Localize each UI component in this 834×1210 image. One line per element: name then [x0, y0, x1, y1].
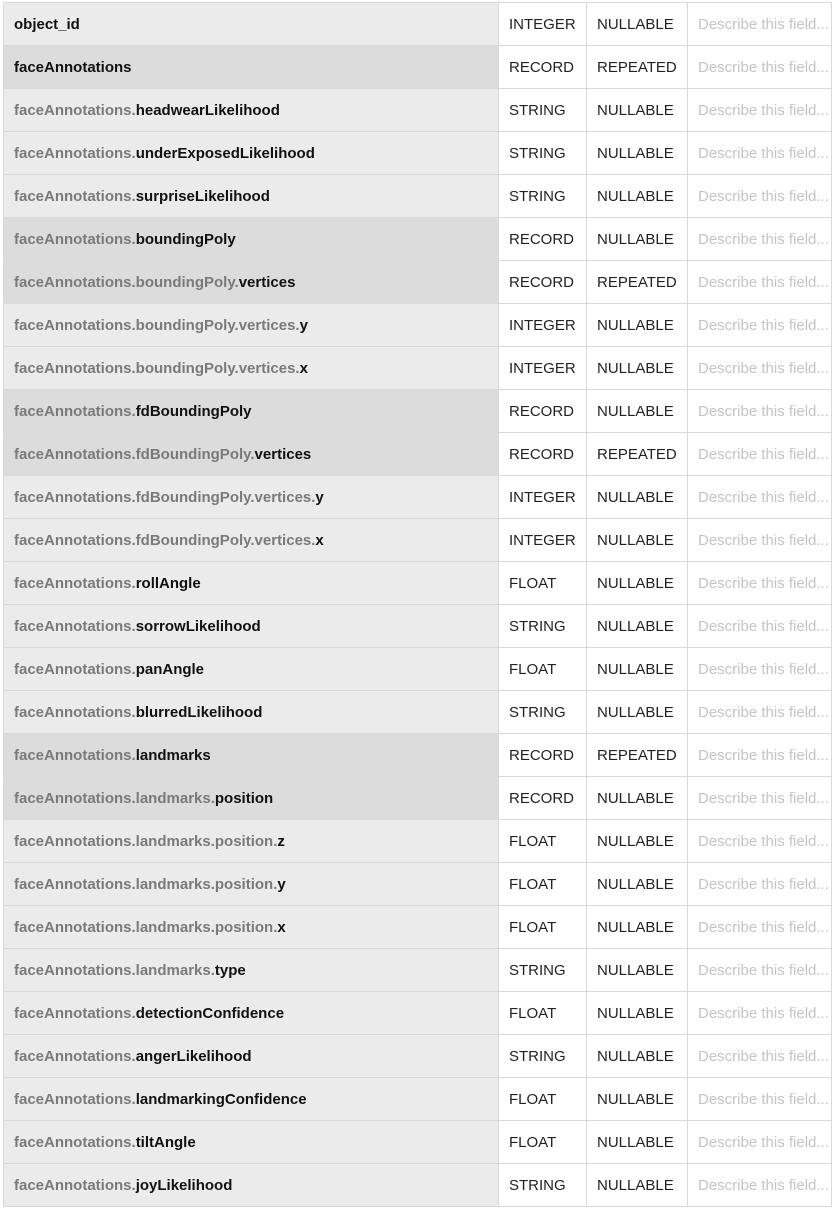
field-name-prefix: faceAnnotations.fdBoundingPoly.vertices.	[14, 488, 316, 506]
field-name-cell	[4, 261, 499, 304]
field-description-cell	[688, 218, 832, 261]
field-mode: NULLABLE	[587, 304, 688, 347]
field-name-cell	[4, 390, 499, 433]
schema-row	[4, 734, 832, 777]
field-description-input[interactable]	[698, 446, 832, 463]
field-mode: NULLABLE	[587, 347, 688, 390]
field-mode: NULLABLE	[587, 691, 688, 734]
field-name: faceAnnotations	[14, 58, 132, 76]
schema-row	[4, 519, 832, 562]
field-description-input[interactable]	[698, 962, 832, 979]
field-name: landmarkingConfidence	[135, 1090, 307, 1108]
field-mode: NULLABLE	[587, 476, 688, 519]
field-mode: NULLABLE	[587, 519, 688, 562]
field-name-prefix: faceAnnotations.	[14, 703, 136, 721]
schema-row	[4, 648, 832, 691]
field-description-input[interactable]	[698, 16, 832, 33]
field-mode: NULLABLE	[587, 906, 688, 949]
field-mode: NULLABLE	[587, 949, 688, 992]
field-mode: NULLABLE	[587, 820, 688, 863]
field-name-prefix: faceAnnotations.fdBoundingPoly.vertices.	[14, 531, 316, 549]
field-name-cell	[4, 1035, 499, 1078]
field-name: y	[299, 316, 308, 334]
field-description-cell	[688, 1164, 832, 1207]
field-description-cell	[688, 949, 832, 992]
field-name: object_id	[14, 15, 80, 33]
field-type: RECORD	[499, 433, 587, 476]
field-name-cell	[4, 347, 499, 390]
field-name: landmarks	[135, 746, 211, 764]
field-description-cell	[688, 1121, 832, 1164]
field-description-cell	[688, 906, 832, 949]
field-type: INTEGER	[499, 476, 587, 519]
field-type: STRING	[499, 605, 587, 648]
field-name-prefix: faceAnnotations.landmarks.position.	[14, 832, 278, 850]
field-type: RECORD	[499, 261, 587, 304]
field-description-input[interactable]	[698, 532, 832, 549]
field-name-prefix: faceAnnotations.	[14, 617, 136, 635]
field-name: blurredLikelihood	[135, 703, 263, 721]
field-name-cell	[4, 218, 499, 261]
field-name-prefix: faceAnnotations.	[14, 1090, 136, 1108]
field-description-input[interactable]	[698, 876, 832, 893]
schema-row	[4, 1078, 832, 1121]
field-name: x	[277, 918, 286, 936]
field-name-cell	[4, 304, 499, 347]
field-type: STRING	[499, 175, 587, 218]
field-name-prefix: faceAnnotations.	[14, 187, 136, 205]
field-description-cell	[688, 1078, 832, 1121]
field-description-cell	[688, 605, 832, 648]
field-mode: NULLABLE	[587, 1164, 688, 1207]
field-mode: NULLABLE	[587, 132, 688, 175]
field-name-cell	[4, 1078, 499, 1121]
field-description-input[interactable]	[698, 59, 832, 76]
field-type: FLOAT	[499, 906, 587, 949]
schema-row	[4, 1164, 832, 1207]
schema-row	[4, 304, 832, 347]
field-name: fdBoundingPoly	[135, 402, 252, 420]
field-name-prefix: faceAnnotations.	[14, 1176, 136, 1194]
field-mode: NULLABLE	[587, 777, 688, 820]
schema-row	[4, 691, 832, 734]
schema-body	[4, 3, 832, 1207]
field-mode: NULLABLE	[587, 218, 688, 261]
schema-row	[4, 433, 832, 476]
field-description-cell	[688, 562, 832, 605]
field-type: STRING	[499, 691, 587, 734]
schema-row	[4, 390, 832, 433]
field-name-cell	[4, 562, 499, 605]
field-description-cell	[688, 476, 832, 519]
field-description-cell	[688, 777, 832, 820]
schema-row	[4, 218, 832, 261]
field-name-prefix: faceAnnotations.landmarks.	[14, 961, 215, 979]
field-description-cell	[688, 46, 832, 89]
schema-row	[4, 175, 832, 218]
field-type: STRING	[499, 1164, 587, 1207]
field-type: FLOAT	[499, 992, 587, 1035]
schema-row	[4, 3, 832, 46]
field-description-cell	[688, 734, 832, 777]
field-name: position	[214, 789, 274, 807]
field-type: FLOAT	[499, 562, 587, 605]
field-type: FLOAT	[499, 1121, 587, 1164]
schema-row	[4, 46, 832, 89]
field-mode: NULLABLE	[587, 562, 688, 605]
field-description-cell	[688, 519, 832, 562]
field-name-prefix: faceAnnotations.	[14, 101, 136, 119]
field-mode: NULLABLE	[587, 605, 688, 648]
field-type: RECORD	[499, 390, 587, 433]
field-name-cell	[4, 777, 499, 820]
field-description-input[interactable]	[698, 1134, 832, 1151]
field-name-prefix: faceAnnotations.	[14, 230, 136, 248]
field-mode: NULLABLE	[587, 1035, 688, 1078]
field-description-input[interactable]	[698, 1048, 832, 1065]
field-type: FLOAT	[499, 648, 587, 691]
field-name-cell	[4, 519, 499, 562]
field-name: x	[315, 531, 324, 549]
field-type: FLOAT	[499, 863, 587, 906]
field-description-input[interactable]	[698, 1005, 832, 1022]
schema-row	[4, 562, 832, 605]
field-name: underExposedLikelihood	[135, 144, 315, 162]
schema-row	[4, 89, 832, 132]
schema-row	[4, 863, 832, 906]
field-name-prefix: faceAnnotations.landmarks.	[14, 789, 215, 807]
field-type: FLOAT	[499, 820, 587, 863]
field-description-input[interactable]	[698, 360, 832, 377]
field-description-cell	[688, 132, 832, 175]
field-description-cell	[688, 863, 832, 906]
field-name-cell	[4, 46, 499, 89]
schema-row	[4, 261, 832, 304]
field-type: RECORD	[499, 46, 587, 89]
field-name-cell	[4, 1164, 499, 1207]
field-mode: NULLABLE	[587, 175, 688, 218]
field-name: angerLikelihood	[135, 1047, 252, 1065]
field-type: RECORD	[499, 218, 587, 261]
field-name: panAngle	[135, 660, 205, 678]
field-name-prefix: faceAnnotations.landmarks.position.	[14, 918, 278, 936]
schema-row	[4, 132, 832, 175]
field-name-prefix: faceAnnotations.	[14, 402, 136, 420]
field-name-prefix: faceAnnotations.	[14, 746, 136, 764]
field-name-cell	[4, 3, 499, 46]
field-description-cell	[688, 175, 832, 218]
field-name-prefix: faceAnnotations.boundingPoly.vertices.	[14, 316, 300, 334]
field-description-cell	[688, 347, 832, 390]
field-type: INTEGER	[499, 3, 587, 46]
field-description-input[interactable]	[698, 188, 832, 205]
field-description-input[interactable]	[698, 317, 832, 334]
field-mode: NULLABLE	[587, 89, 688, 132]
field-type: STRING	[499, 1035, 587, 1078]
field-description-input[interactable]	[698, 790, 832, 807]
field-mode: REPEATED	[587, 433, 688, 476]
field-type: INTEGER	[499, 304, 587, 347]
field-mode: NULLABLE	[587, 390, 688, 433]
field-mode: REPEATED	[587, 734, 688, 777]
field-name: joyLikelihood	[135, 1176, 233, 1194]
field-name-cell	[4, 906, 499, 949]
schema-row	[4, 1035, 832, 1078]
schema-row	[4, 347, 832, 390]
field-name: boundingPoly	[135, 230, 236, 248]
field-type: INTEGER	[499, 347, 587, 390]
field-name: y	[277, 875, 286, 893]
field-mode: NULLABLE	[587, 1078, 688, 1121]
field-name: sorrowLikelihood	[135, 617, 261, 635]
field-name: vertices	[238, 273, 296, 291]
field-name: vertices	[254, 445, 312, 463]
field-description-input[interactable]	[698, 747, 832, 764]
field-description-cell	[688, 820, 832, 863]
field-description-cell	[688, 3, 832, 46]
field-name-cell	[4, 132, 499, 175]
field-name-cell	[4, 691, 499, 734]
field-mode: NULLABLE	[587, 3, 688, 46]
field-name-prefix: faceAnnotations.	[14, 1004, 136, 1022]
schema-row	[4, 992, 832, 1035]
field-name-prefix: faceAnnotations.	[14, 1047, 136, 1065]
field-description-cell	[688, 648, 832, 691]
schema-row	[4, 906, 832, 949]
field-description-input[interactable]	[698, 618, 832, 635]
schema-row	[4, 605, 832, 648]
schema-row	[4, 820, 832, 863]
field-type: FLOAT	[499, 1078, 587, 1121]
field-name: y	[315, 488, 324, 506]
field-mode: NULLABLE	[587, 1121, 688, 1164]
field-name-prefix: faceAnnotations.	[14, 1133, 136, 1151]
field-name-cell	[4, 476, 499, 519]
schema-row	[4, 476, 832, 519]
field-description-input[interactable]	[698, 833, 832, 850]
field-type: RECORD	[499, 734, 587, 777]
field-mode: NULLABLE	[587, 863, 688, 906]
field-mode: REPEATED	[587, 46, 688, 89]
field-type: STRING	[499, 89, 587, 132]
field-description-cell	[688, 304, 832, 347]
schema-row	[4, 1121, 832, 1164]
field-description-cell	[688, 261, 832, 304]
field-mode: NULLABLE	[587, 992, 688, 1035]
field-name-cell	[4, 433, 499, 476]
field-name-prefix: faceAnnotations.fdBoundingPoly.	[14, 445, 255, 463]
field-description-input[interactable]	[698, 704, 832, 721]
field-name: tiltAngle	[135, 1133, 196, 1151]
field-name-cell	[4, 734, 499, 777]
field-description-input[interactable]	[698, 1177, 832, 1194]
field-description-cell	[688, 992, 832, 1035]
field-description-cell	[688, 89, 832, 132]
field-name: x	[299, 359, 308, 377]
field-name-prefix: faceAnnotations.boundingPoly.vertices.	[14, 359, 300, 377]
field-name-cell	[4, 820, 499, 863]
field-name: headwearLikelihood	[135, 101, 280, 119]
field-name-cell	[4, 992, 499, 1035]
schema-row	[4, 949, 832, 992]
field-name: detectionConfidence	[135, 1004, 285, 1022]
field-name-cell	[4, 605, 499, 648]
field-name-prefix: faceAnnotations.landmarks.position.	[14, 875, 278, 893]
field-name-prefix: faceAnnotations.	[14, 574, 136, 592]
field-description-cell	[688, 1035, 832, 1078]
field-mode: REPEATED	[587, 261, 688, 304]
field-description-input[interactable]	[698, 661, 832, 678]
field-type: RECORD	[499, 777, 587, 820]
field-name-cell	[4, 175, 499, 218]
field-description-input[interactable]	[698, 102, 832, 119]
field-mode: NULLABLE	[587, 648, 688, 691]
field-description-input[interactable]	[698, 403, 832, 420]
field-description-cell	[688, 390, 832, 433]
field-name: surpriseLikelihood	[135, 187, 270, 205]
field-description-input[interactable]	[698, 231, 832, 248]
field-name: type	[214, 961, 246, 979]
schema-row	[4, 777, 832, 820]
field-description-input[interactable]	[698, 1091, 832, 1108]
field-name-cell	[4, 648, 499, 691]
field-name-cell	[4, 949, 499, 992]
field-description-input[interactable]	[698, 274, 832, 291]
field-name-cell	[4, 89, 499, 132]
field-description-input[interactable]	[698, 145, 832, 162]
field-name-prefix: faceAnnotations.	[14, 144, 136, 162]
field-description-input[interactable]	[698, 489, 832, 506]
field-name: rollAngle	[135, 574, 201, 592]
field-type: STRING	[499, 132, 587, 175]
field-description-cell	[688, 433, 832, 476]
schema-table	[3, 2, 832, 1207]
field-type: STRING	[499, 949, 587, 992]
field-name-cell	[4, 863, 499, 906]
field-name-prefix: faceAnnotations.	[14, 660, 136, 678]
field-description-input[interactable]	[698, 575, 832, 592]
field-type: INTEGER	[499, 519, 587, 562]
field-name: z	[277, 832, 285, 850]
field-name-cell	[4, 1121, 499, 1164]
field-description-cell	[688, 691, 832, 734]
field-name-prefix: faceAnnotations.boundingPoly.	[14, 273, 239, 291]
field-description-input[interactable]	[698, 919, 832, 936]
